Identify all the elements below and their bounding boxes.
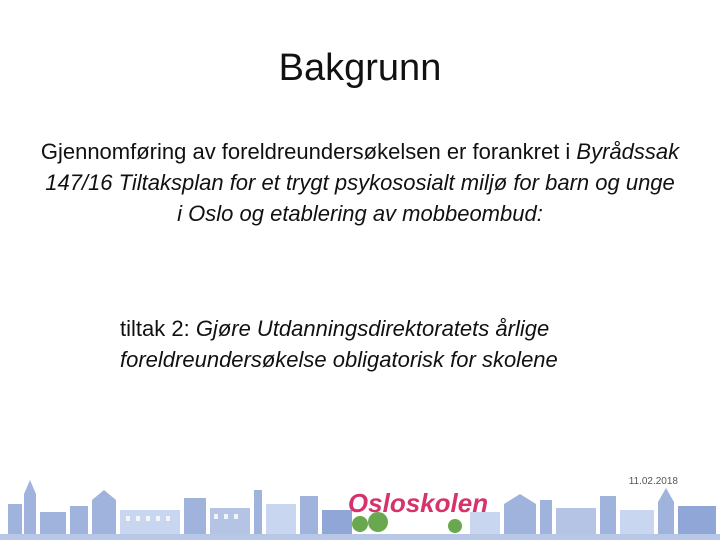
slide-date: 11.02.2018 xyxy=(628,476,678,487)
right-skyline xyxy=(470,488,716,534)
measure-bullet xyxy=(120,313,660,375)
osloskolen-logo: Osloskolen xyxy=(347,488,489,518)
left-skyline xyxy=(8,480,352,534)
intro-paragraph xyxy=(40,136,680,229)
bullet-italic-text: Gjøre Utdanningsdirektoratets årlige foreldreundersøkelse obligatorisk for skolene xyxy=(120,316,558,372)
ground-strip xyxy=(0,534,720,540)
slide-title: Bakgrunn xyxy=(278,47,442,89)
skyline-footer xyxy=(0,460,720,540)
bullet-lead-text: tiltak 2: xyxy=(120,316,196,341)
intro-italic-text: Byrådssak 147/16 Tiltaksplan for et trygt psykososialt miljø for barn og unge i Oslo og etablering av mobbeombud: xyxy=(45,139,680,226)
intro-lead-text: Gjennomføring av foreldreundersøkelsen er forankret i xyxy=(40,139,577,164)
